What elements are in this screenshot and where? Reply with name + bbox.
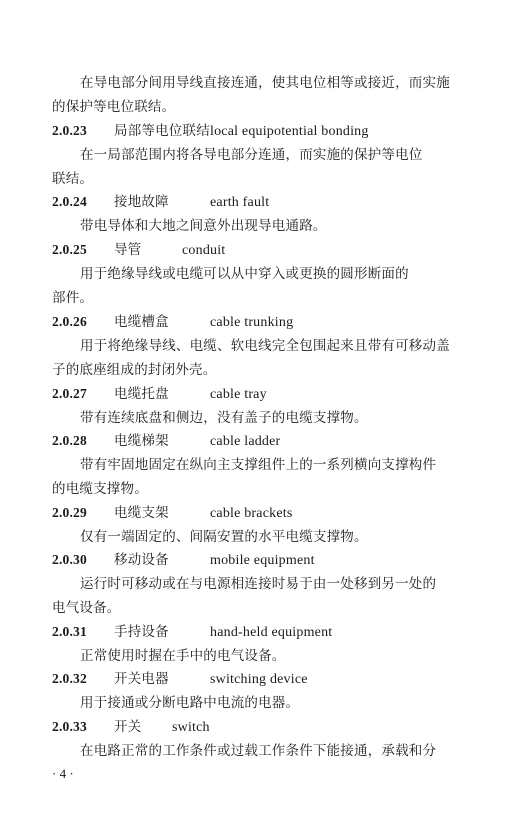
entry-number: 2.0.26	[52, 314, 87, 329]
entry-term: 电缆梯架	[114, 433, 169, 449]
entry-english: hand-held equipment	[210, 625, 333, 640]
entry-number: 2.0.24	[52, 194, 87, 209]
entry-term: 开关	[114, 719, 142, 735]
entry-term: 电缆槽盒	[114, 314, 169, 330]
body-text-line: 子的底座组成的封闭外壳。	[52, 362, 217, 378]
entry-heading	[52, 504, 292, 523]
entry-number: 2.0.33	[52, 719, 87, 734]
entry-heading	[52, 122, 369, 141]
entry-english: switching device	[210, 672, 308, 687]
body-text-line: 电气设备。	[52, 600, 121, 616]
entry-english: switch	[172, 720, 210, 735]
body-text-line: 运行时可移动或在与电源相连接时易于由一处移到另一处的	[80, 576, 437, 592]
entry-english: cable ladder	[210, 434, 281, 449]
body-text-line: 带有连续底盘和侧边，没有盖子的电缆支撑物。	[80, 410, 368, 426]
entry-english: conduit	[182, 243, 226, 258]
entry-number: 2.0.28	[52, 433, 87, 448]
page-number: · 4 ·	[52, 766, 74, 781]
entry-term: 手持设备	[114, 624, 169, 640]
entry-term: 电缆支架	[114, 505, 169, 521]
entry-heading	[52, 313, 293, 332]
body-text-line: 部件。	[52, 290, 94, 306]
entry-heading	[52, 241, 225, 260]
entry-english: local equipotential bonding	[210, 124, 369, 139]
entry-heading	[52, 718, 210, 737]
body-text-line: 的保护等电位联结。	[52, 99, 176, 115]
body-text-line: 用于接通或分断电路中电流的电器。	[80, 695, 300, 711]
body-text-line: 在电路正常的工作条件或过载工作条件下能接通，承载和分	[80, 743, 437, 759]
entry-english: cable trunking	[210, 315, 294, 330]
entry-number: 2.0.29	[52, 505, 87, 520]
entry-english: mobile equipment	[210, 553, 315, 568]
entry-term: 局部等电位联结	[114, 123, 210, 139]
entry-term: 电缆托盘	[114, 386, 169, 402]
body-text-line: 带有牢固地固定在纵向主支撑组件上的一系列横向支撑构件	[80, 457, 437, 473]
body-text-line: 仅有一端固定的、间隔安置的水平电缆支撑物。	[80, 529, 368, 545]
entry-number: 2.0.30	[52, 552, 87, 567]
entry-heading	[52, 432, 280, 451]
body-text-line: 带电导体和大地之间意外出现导电通路。	[80, 218, 327, 234]
body-text-line: 用于绝缘导线或电缆可以从中穿入或更换的圆形断面的	[80, 266, 409, 282]
entry-number: 2.0.32	[52, 671, 87, 686]
body-text-line: 用于将绝缘导线、电缆、软电线完全包围起来且带有可移动盖	[80, 338, 450, 354]
entry-term: 接地故障	[114, 194, 169, 210]
body-text-line: 的电缆支撑物。	[52, 481, 148, 497]
entry-number: 2.0.31	[52, 624, 87, 639]
entry-term: 开关电器	[114, 671, 169, 687]
entry-number: 2.0.27	[52, 386, 87, 401]
entry-english: cable brackets	[210, 506, 293, 521]
body-text-line: 正常使用时握在手中的电气设备。	[80, 648, 286, 664]
body-text-line: 在导电部分间用导线直接连通，使其电位相等或接近，而实施	[80, 75, 450, 91]
entry-english: cable tray	[210, 387, 267, 402]
entry-heading	[52, 385, 267, 404]
entry-number: 2.0.25	[52, 242, 87, 257]
entry-term: 移动设备	[114, 552, 169, 568]
body-text-line: 联结。	[52, 171, 94, 187]
entry-heading	[52, 623, 332, 642]
entry-heading	[52, 670, 308, 689]
entry-term: 导管	[114, 242, 142, 258]
entry-english: earth fault	[210, 195, 270, 210]
body-text-line: 在一局部范围内将各导电部分连通，而实施的保护等电位	[80, 147, 423, 163]
entry-number: 2.0.23	[52, 123, 87, 138]
entry-heading	[52, 193, 269, 212]
entry-heading	[52, 551, 315, 570]
